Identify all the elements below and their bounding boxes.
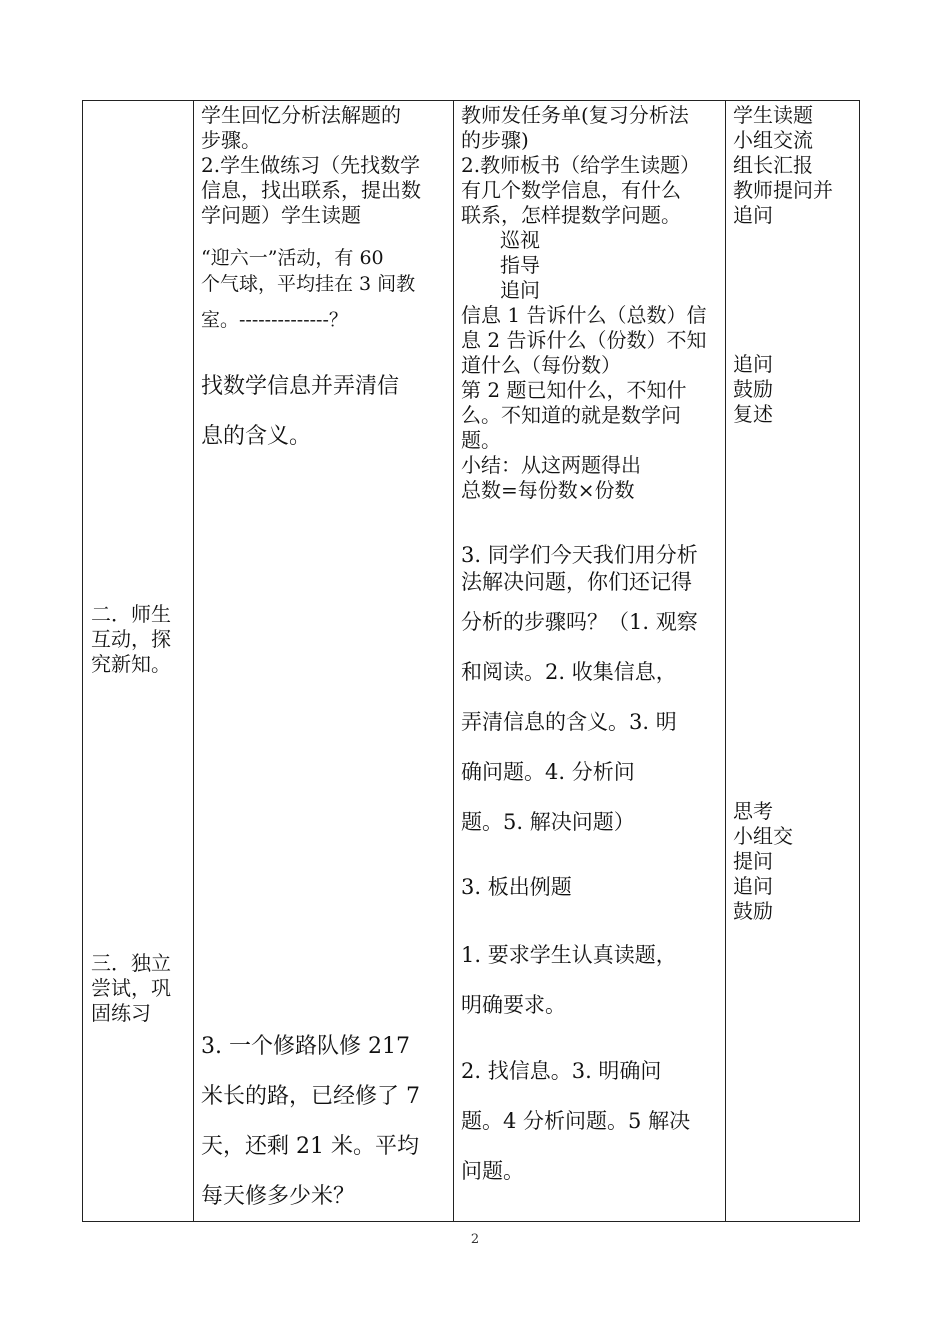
method-list-3: 思考 小组交 提问 追问 鼓励 [733,799,793,923]
info-explanation: 信息 1 告诉什么（总数）信 息 2 告诉什么（份数）不知 道什么（每份数） 第 2 题已知什么，不知什 么。不知道的就是数学问 题。 小结：从这两题得出 总数=每份数×份数 [461,303,707,502]
stage-3-label: 三．独立 尝试，巩 固练习 [91,951,171,1025]
problem-solving-steps: 2. 找信息。3. 明确问 题。4 分析问题。5 解决 问题。 [461,1059,691,1183]
page-number: 2 [470,1232,480,1247]
method-list-2: 追问 鼓励 复述 [733,352,773,426]
method-list-1: 学生读题 小组交流 组长汇报 教师提问并 追问 [733,103,833,227]
reading-requirement: 1. 要求学生认真读题， 明确要求。 [461,943,677,1017]
stage-2-label: 二．师生 互动，探 究新知。 [91,602,171,676]
teacher-actions: 巡视 指导 追问 [500,228,540,302]
practice-problem-3: 3. 一个修路队修 217 米长的路，已经修了 7 天，还剩 21 米。平均 每天修多少米？ [201,1034,420,1209]
find-info-text: 找数学信息并弄清信 息的含义。 [201,374,400,449]
student-steps-text: 学生回忆分析法解题的 步骤。 2.学生做练习（先找数学 信息，找出联系，提出数 学问题）学生读题 [201,103,421,227]
analysis-steps-review: 3. 同学们今天我们用分析 法解决问题，你们还记得 分析的步骤吗？（1. 观察 和阅读。2. 收集信息， 弄清信息的含义。3. 明 确问题。4. 分析问 题。5. 解决问题） [461,543,698,834]
teacher-task-text: 教师发任务单(复习分析法 的步骤) 2.教师板书（给学生读题） 有几个数学信息，有什么 联系，怎样提数学问题。 [461,103,701,227]
board-example: 3. 板出例题 [461,875,572,899]
example-problem: “迎六一”活动，有 60 个气球，平均挂在 3 间教 室。--------------？ [201,247,416,331]
